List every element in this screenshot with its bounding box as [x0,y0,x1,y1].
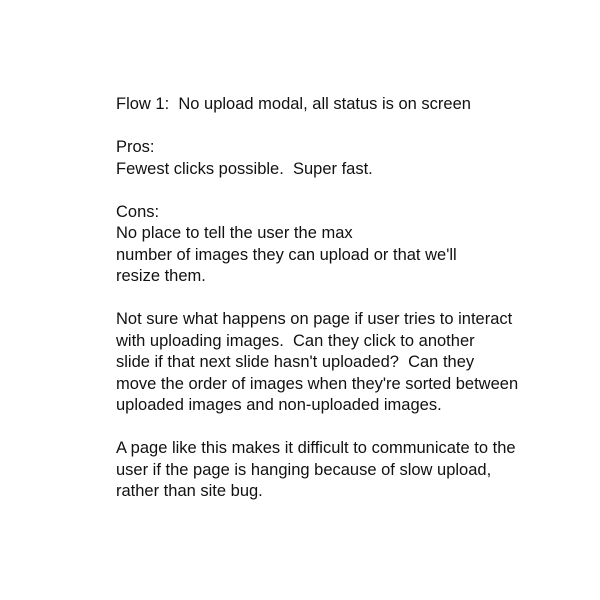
paragraph-1-line: uploaded images and non-uploaded images. [116,396,442,414]
paragraph-1-line: slide if that next slide hasn't uploaded? Can they [116,353,475,371]
flow-title: Flow 1: No upload modal, all status is on screen [116,95,471,113]
pros-heading: Pros: [116,138,155,156]
cons-heading: Cons: [116,202,160,221]
spacer [116,288,586,310]
notes-text-block [116,94,586,503]
paragraph-2-line: A page like this makes it difficult to communicate to the [116,439,516,457]
pros-line: Fewest clicks possible. Super fast. [116,159,373,178]
spacer [116,417,586,439]
paragraph-2-line: rather than site bug. [116,482,263,500]
cons-line: No place to tell the user the max [116,224,353,242]
paragraph-1-line: with uploading images. Can they click to another [116,331,475,350]
paragraph-1-line: move the order of images when they're sorted between [116,374,519,393]
spacer [116,116,586,138]
spacer [116,180,586,202]
cons-line: resize them. [116,267,206,285]
paragraph-2-line: user if the page is hanging because of slow upload, [116,460,492,479]
paragraph-1-line: Not sure what happens on page if user tries to interact [116,310,513,328]
cons-line: number of images they can upload or that we'll [116,245,457,264]
